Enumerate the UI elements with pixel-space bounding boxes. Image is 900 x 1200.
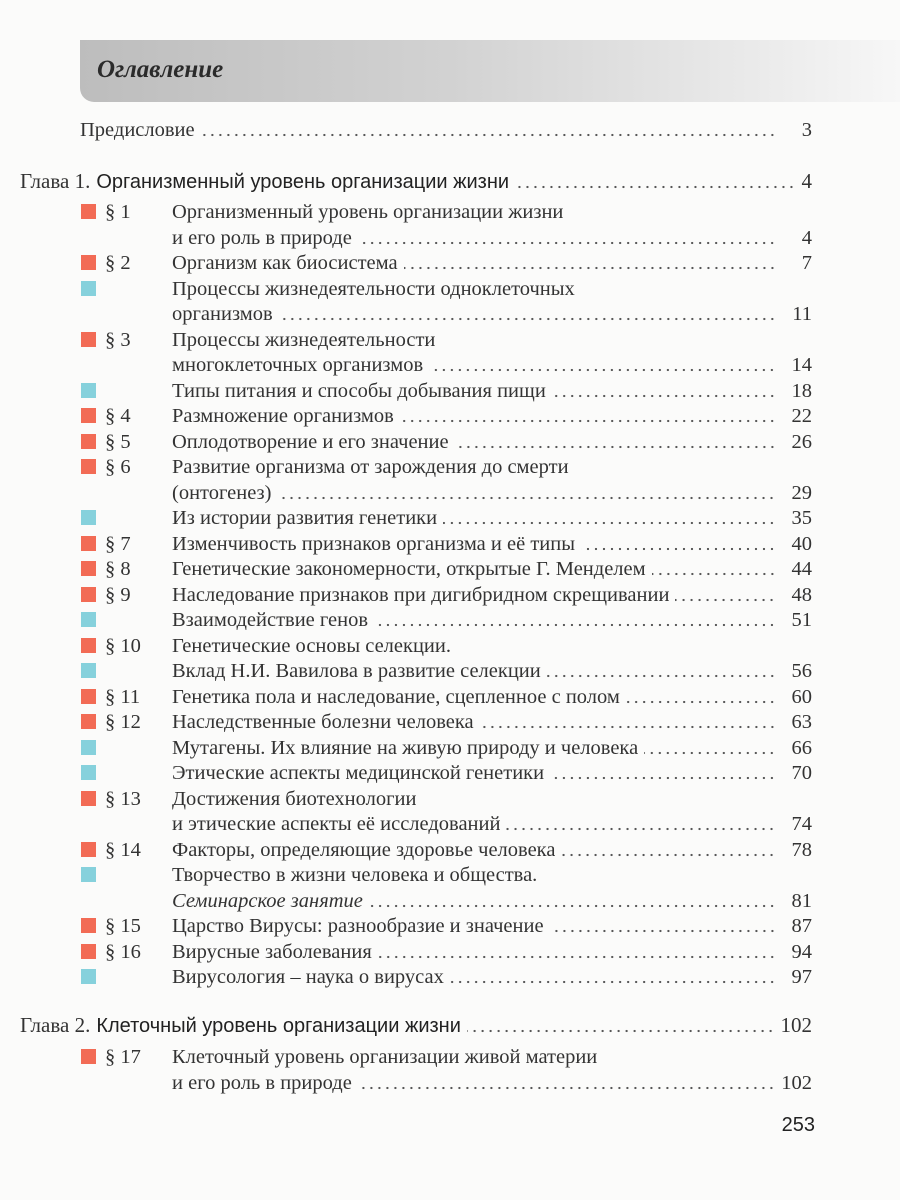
- entry-line: [172, 404, 812, 428]
- entry-title: Оплодотворение и его значение: [172, 431, 449, 453]
- paragraph-marker-red: [81, 791, 96, 806]
- entry-title: (онтогенез): [172, 482, 272, 504]
- entry-line: [172, 608, 812, 632]
- paragraph-number: § 4: [105, 405, 131, 427]
- entry-title: Вирусные заболевания: [172, 941, 372, 963]
- entry-title: Вклад Н.И. Вавилова в развитие селекции: [172, 660, 541, 682]
- supplement-marker-blue: [81, 765, 96, 780]
- paragraph-marker-red: [81, 689, 96, 704]
- dot-leader: [358, 241, 776, 245]
- entry-title: Факторы, определяющие здоровье человека: [172, 839, 556, 861]
- supplement-marker-blue: [81, 612, 96, 627]
- entry-line: [172, 455, 812, 479]
- paragraph-marker-red: [81, 332, 96, 347]
- entry-line: [172, 379, 812, 403]
- entry-title: Творчество в жизни человека и общества.: [172, 864, 538, 886]
- entry-line: [172, 1045, 812, 1069]
- entry-page: 63: [791, 711, 812, 733]
- chapter-heading[interactable]: [20, 167, 812, 195]
- entry-title: Достижения биотехнологии: [172, 788, 417, 810]
- supplement-marker-blue: [81, 663, 96, 678]
- entry-line: [172, 532, 812, 556]
- paragraph-number: § 15: [105, 915, 141, 937]
- entry-page: 40: [791, 533, 812, 555]
- entry-line: [172, 914, 812, 938]
- dot-leader: [626, 700, 776, 704]
- paragraph-marker-red: [81, 842, 96, 857]
- entry-title: Из истории развития генетики: [172, 507, 438, 529]
- dot-leader: [644, 751, 776, 755]
- paragraph-number: § 11: [105, 686, 141, 708]
- dot-leader: [378, 955, 776, 959]
- entry-title: Мутагены. Их влияние на живую природу и человека: [172, 737, 639, 759]
- paragraph-marker-red: [81, 434, 96, 449]
- entry-title: Организменный уровень организации жизни: [172, 201, 564, 223]
- entry-line: [172, 812, 812, 836]
- page-number: 253: [781, 1114, 815, 1136]
- supplement-marker-blue: [81, 740, 96, 755]
- paragraph-marker-red: [81, 714, 96, 729]
- dot-leader: [467, 1029, 775, 1033]
- preface-label: Предисловие: [80, 119, 195, 141]
- paragraph-number: § 14: [105, 839, 141, 861]
- entry-page: 56: [791, 660, 812, 682]
- entry-line: [172, 710, 812, 734]
- paragraph-number: § 2: [105, 252, 131, 274]
- entry-line: [172, 302, 812, 326]
- dot-leader: [550, 929, 776, 933]
- entry-title: Генетические закономерности, открытые Г. Менделем: [172, 558, 646, 580]
- entry-line: [172, 506, 812, 530]
- paragraph-marker-red: [81, 944, 96, 959]
- chapter-label: Глава 1.: [20, 169, 91, 193]
- entry-title: Организм как биосистема: [172, 252, 398, 274]
- dot-leader: [279, 317, 776, 321]
- dot-leader: [358, 1086, 775, 1090]
- entry-title: Этические аспекты медицинской генетики: [172, 762, 545, 784]
- paragraph-marker-red: [81, 204, 96, 219]
- entry-page: 97: [791, 966, 812, 988]
- paragraph-number: § 7: [105, 533, 131, 555]
- paragraph-marker-red: [81, 536, 96, 551]
- supplement-marker-blue: [81, 867, 96, 882]
- entry-title: Наследование признаков при дигибридном скрещивании: [172, 584, 670, 606]
- entry-title: Царство Вирусы: разнообразие и значение: [172, 915, 544, 937]
- entry-page: 87: [791, 915, 812, 937]
- dot-leader: [561, 853, 776, 857]
- dot-leader: [515, 185, 795, 189]
- paragraph-number: § 9: [105, 584, 131, 606]
- dot-leader: [552, 394, 776, 398]
- supplement-marker-blue: [81, 383, 96, 398]
- dot-leader: [369, 904, 776, 908]
- entry-page: 66: [791, 737, 812, 759]
- dot-leader: [374, 623, 776, 627]
- entry-page: 29: [791, 482, 812, 504]
- chapter-heading[interactable]: [20, 1011, 812, 1039]
- entry-page: 26: [791, 431, 812, 453]
- entry-line: [172, 353, 812, 377]
- entry-page: 35: [791, 507, 812, 529]
- entry-title: Взаимодействие генов: [172, 609, 369, 631]
- entry-line: [172, 889, 812, 913]
- chapter-title: Организменный уровень организации жизни: [96, 171, 510, 193]
- entry-title: Клеточный уровень организации живой материи: [172, 1046, 598, 1068]
- entry-page: 22: [791, 405, 812, 427]
- paragraph-marker-red: [81, 1049, 96, 1064]
- entry-page: 51: [791, 609, 812, 631]
- chapter-page: 4: [801, 169, 812, 193]
- entry-page: 18: [791, 380, 812, 402]
- paragraph-number: § 17: [105, 1046, 141, 1068]
- paragraph-marker-red: [81, 587, 96, 602]
- dot-leader: [547, 674, 776, 678]
- entry-page: 60: [791, 686, 812, 708]
- dot-leader: [429, 368, 776, 372]
- entry-line: [172, 659, 812, 683]
- paragraph-number: § 13: [105, 788, 141, 810]
- entry-page: 78: [791, 839, 812, 861]
- paragraph-marker-red: [81, 638, 96, 653]
- entry-line: [172, 940, 812, 964]
- paragraph-number: § 3: [105, 329, 131, 351]
- supplement-marker-blue: [81, 510, 96, 525]
- paragraph-number: § 8: [105, 558, 131, 580]
- chapter-label: Глава 2.: [20, 1013, 91, 1037]
- entry-page: 81: [791, 890, 812, 912]
- entry-title: Процессы жизнедеятельности: [172, 329, 436, 351]
- dot-leader: [455, 445, 776, 449]
- dot-leader: [404, 266, 776, 270]
- dot-leader: [506, 827, 776, 831]
- entry-page: 74: [791, 813, 812, 835]
- dot-leader: [277, 496, 776, 500]
- dot-leader: [480, 725, 776, 729]
- entry-title: и этические аспекты её исследований: [172, 813, 501, 835]
- entry-title: Процессы жизнедеятельности одноклеточных: [172, 278, 575, 300]
- chapter-page: 102: [780, 1013, 812, 1037]
- paragraph-number: § 5: [105, 431, 131, 453]
- entry-title: Генетические основы селекции.: [172, 635, 451, 657]
- entry-line: [172, 761, 812, 785]
- supplement-marker-blue: [81, 969, 96, 984]
- toc-preface[interactable]: [80, 118, 812, 142]
- entry-page: 14: [791, 354, 812, 376]
- paragraph-number: § 12: [105, 711, 141, 733]
- entry-title: Типы питания и способы добывания пищи: [172, 380, 546, 402]
- entry-line: [172, 226, 812, 250]
- entry-line: [172, 200, 812, 224]
- entry-line: [172, 1071, 812, 1095]
- dot-leader: [581, 547, 776, 551]
- paragraph-marker-red: [81, 459, 96, 474]
- entry-page: 44: [791, 558, 812, 580]
- paragraph-number: § 6: [105, 456, 131, 478]
- entry-page: 11: [792, 303, 812, 325]
- chapter-title: Клеточный уровень организации жизни: [96, 1015, 461, 1037]
- supplement-marker-blue: [81, 281, 96, 296]
- entry-page: 4: [801, 227, 812, 249]
- entry-title: Семинарское занятие: [172, 890, 363, 912]
- entry-title: Генетика пола и наследование, сцепленное с полом: [172, 686, 620, 708]
- entry-title: Развитие организма от зарождения до смерти: [172, 456, 569, 478]
- entry-line: [172, 838, 812, 862]
- entry-title: Наследственные болезни человека: [172, 711, 474, 733]
- entry-title: и его роль в природе: [172, 227, 352, 249]
- paragraph-marker-red: [81, 408, 96, 423]
- dot-leader: [400, 419, 776, 423]
- entry-title: Вирусология – наука о вирусах: [172, 966, 444, 988]
- paragraph-number: § 16: [105, 941, 141, 963]
- entry-title: многоклеточных организмов: [172, 354, 424, 376]
- entry-line: [172, 277, 812, 301]
- entry-line: [172, 328, 812, 352]
- entry-page: 94: [791, 941, 812, 963]
- dot-leader: [550, 776, 776, 780]
- entry-line: [172, 787, 812, 811]
- paragraph-number: § 1: [105, 201, 131, 223]
- entry-page: 102: [781, 1072, 812, 1094]
- paragraph-marker-red: [81, 561, 96, 576]
- preface-page: 3: [801, 119, 812, 141]
- paragraph-marker-red: [81, 255, 96, 270]
- paragraph-marker-red: [81, 918, 96, 933]
- entry-title: Размножение организмов: [172, 405, 394, 427]
- entry-line: [172, 583, 812, 607]
- entry-line: [172, 251, 812, 275]
- entry-line: [172, 430, 812, 454]
- entry-title: и его роль в природе: [172, 1072, 352, 1094]
- entry-page: 70: [791, 762, 812, 784]
- dot-leader: [450, 980, 776, 984]
- entry-line: [172, 634, 812, 658]
- entry-line: [172, 557, 812, 581]
- entry-title: Изменчивость признаков организма и её типы: [172, 533, 576, 555]
- toc-title: Оглавление: [97, 56, 224, 83]
- entry-page: 48: [791, 584, 812, 606]
- entry-line: [172, 736, 812, 760]
- dot-leader: [201, 133, 776, 137]
- paragraph-number: § 10: [105, 635, 141, 657]
- entry-line: [172, 685, 812, 709]
- entry-line: [172, 481, 812, 505]
- entry-title: организмов: [172, 303, 273, 325]
- dot-leader: [675, 598, 776, 602]
- entry-line: [172, 965, 812, 989]
- dot-leader: [652, 572, 776, 576]
- entry-line: [172, 863, 812, 887]
- dot-leader: [443, 521, 776, 525]
- entry-page: 7: [801, 252, 812, 274]
